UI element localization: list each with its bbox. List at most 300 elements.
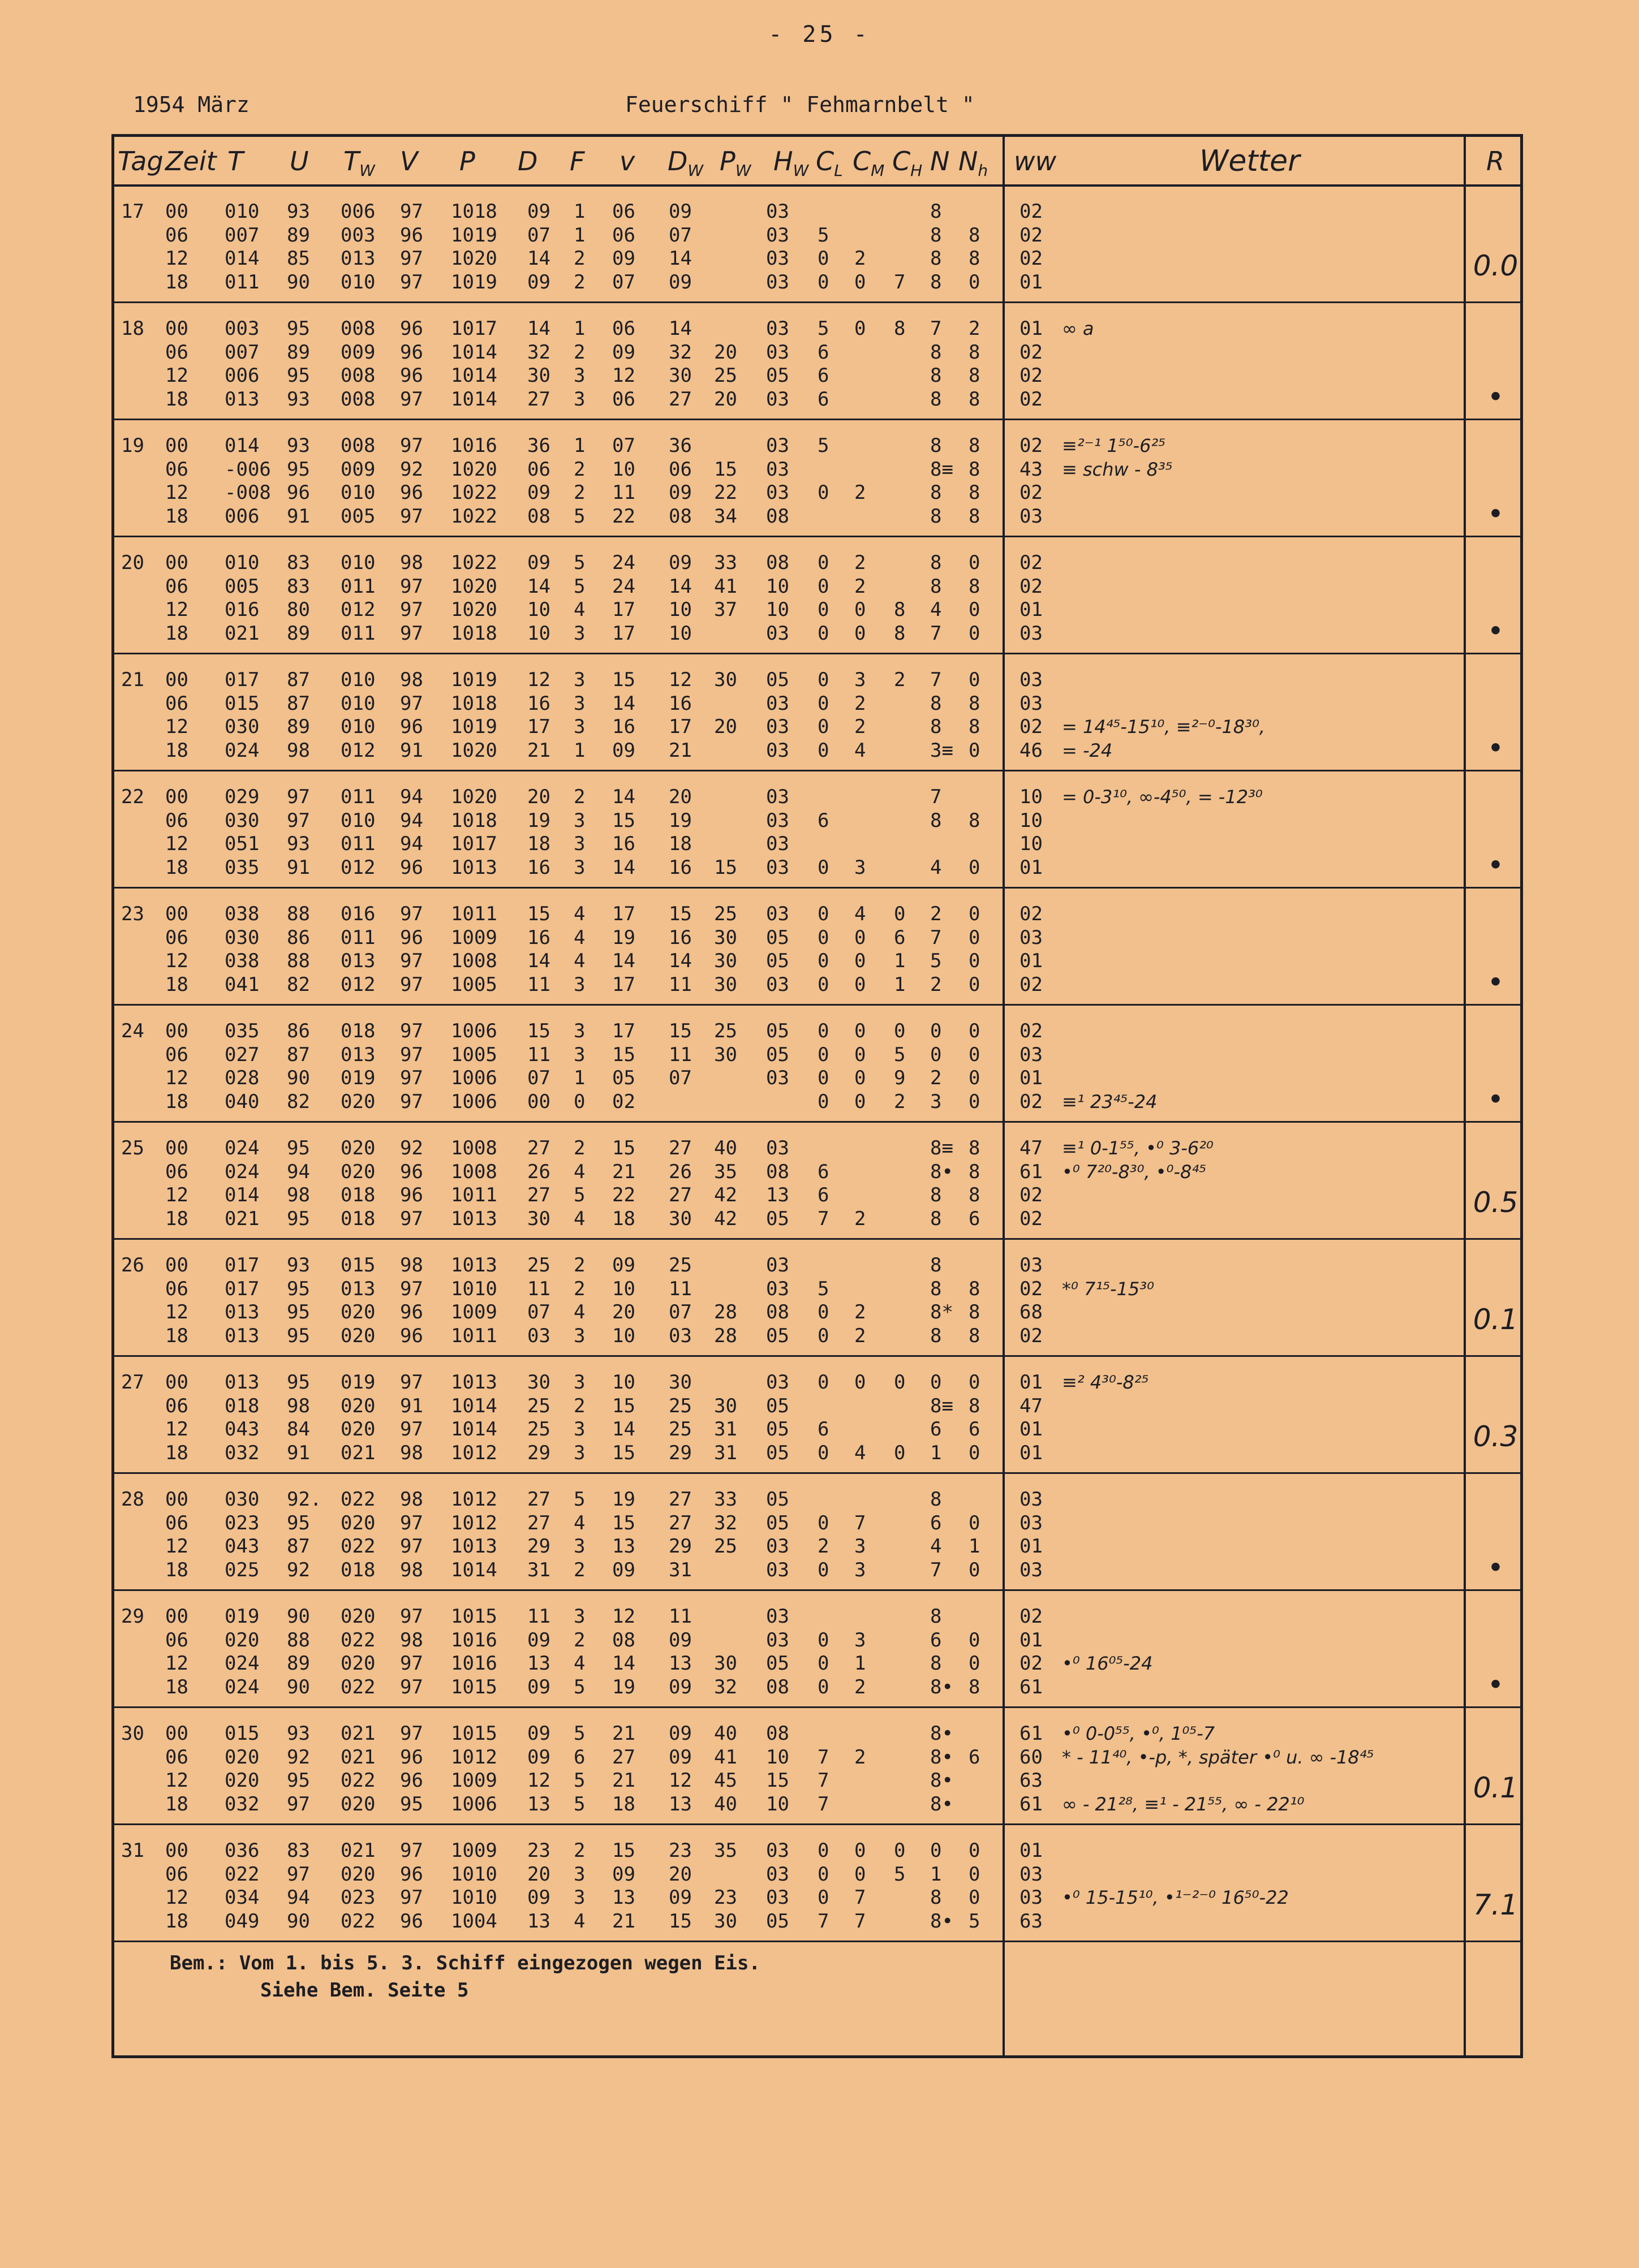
day-label: 22 bbox=[121, 786, 144, 808]
cell-n: 8 bbox=[930, 1207, 942, 1230]
cell-dw: 29 bbox=[669, 1441, 692, 1464]
cell-u: 90 bbox=[287, 1067, 310, 1089]
cell-f: 1 bbox=[574, 434, 586, 457]
cell-zeit: 18 bbox=[165, 1441, 188, 1464]
cell-v: 11 bbox=[612, 481, 635, 504]
cell-nh: 8 bbox=[969, 481, 980, 504]
cell-dw: 25 bbox=[669, 1418, 692, 1441]
cell-nh: 8 bbox=[969, 1277, 980, 1300]
cell-p: 1009 bbox=[451, 1301, 497, 1323]
cell-d: 30 bbox=[527, 364, 550, 387]
cell-v: 22 bbox=[612, 1184, 635, 1206]
cell-ww: 02 bbox=[1019, 715, 1043, 738]
cell-v: 16 bbox=[612, 833, 635, 855]
cell-ch: 0 bbox=[894, 1371, 906, 1394]
cell-v: 94 bbox=[400, 809, 423, 832]
cell-pw: 40 bbox=[714, 1722, 737, 1745]
cell-v: 10 bbox=[612, 1324, 635, 1347]
cell-ww: 01 bbox=[1019, 1535, 1043, 1558]
cell-v: 97 bbox=[400, 1277, 423, 1300]
cell-zeit: 06 bbox=[165, 575, 188, 598]
cell-nh: 0 bbox=[969, 1371, 980, 1394]
cell-nh: 8 bbox=[969, 575, 980, 598]
cell-hw: 03 bbox=[766, 1839, 789, 1862]
cell-p: 1019 bbox=[451, 270, 497, 294]
cell-hw: 03 bbox=[766, 856, 789, 879]
cell-cl: 2 bbox=[818, 1535, 829, 1558]
cell-v: 07 bbox=[612, 434, 635, 457]
remarks-separator bbox=[114, 1941, 1520, 1942]
cell-dw: 15 bbox=[669, 1020, 692, 1042]
cell-n: 8 bbox=[930, 270, 942, 294]
cell-u: 97 bbox=[287, 786, 310, 808]
cell-d: 09 bbox=[527, 200, 550, 223]
cell-pw: 42 bbox=[714, 1184, 737, 1206]
cell-p: 1018 bbox=[451, 692, 497, 715]
cell-pw: 35 bbox=[714, 1839, 737, 1862]
cell-u: 90 bbox=[287, 1675, 310, 1698]
cell-zeit: 06 bbox=[165, 692, 188, 715]
cell-cl: 5 bbox=[818, 317, 829, 340]
cell-t: 030 bbox=[225, 715, 260, 738]
weather-note: ∞ a bbox=[1062, 318, 1094, 339]
cell-f: 5 bbox=[574, 1488, 586, 1511]
cell-hw: 03 bbox=[766, 1371, 789, 1394]
cell-v: 96 bbox=[400, 1745, 423, 1769]
cell-pw: 30 bbox=[714, 973, 737, 996]
cell-dw: 27 bbox=[669, 1184, 692, 1206]
cell-u: 96 bbox=[287, 481, 310, 504]
cell-ch: 9 bbox=[894, 1067, 906, 1089]
cell-v: 09 bbox=[612, 340, 635, 364]
cell-zeit: 00 bbox=[165, 1020, 188, 1042]
cell-dw: 09 bbox=[669, 1886, 692, 1909]
cell-t: 035 bbox=[225, 856, 260, 879]
cell-hw: 03 bbox=[766, 1254, 789, 1277]
cell-cl: 0 bbox=[818, 1628, 829, 1652]
cell-hw: 05 bbox=[766, 1909, 789, 1933]
cell-n: 1 bbox=[930, 1441, 942, 1464]
cell-tw: 021 bbox=[341, 1441, 376, 1464]
cell-hw: 10 bbox=[766, 1792, 789, 1816]
cell-t: 017 bbox=[225, 1254, 260, 1277]
cell-cm: 0 bbox=[854, 926, 866, 949]
cell-cm: 2 bbox=[854, 481, 866, 504]
cell-f: 3 bbox=[574, 669, 586, 691]
cell-d: 21 bbox=[527, 739, 550, 762]
cell-p: 1006 bbox=[451, 1090, 497, 1113]
cell-tw: 022 bbox=[341, 1535, 376, 1558]
cell-t: 021 bbox=[225, 1207, 260, 1230]
cell-d: 30 bbox=[527, 1371, 550, 1394]
cell-v: 12 bbox=[612, 1605, 635, 1628]
cell-cm: 2 bbox=[854, 692, 866, 715]
cell-p: 1005 bbox=[451, 1043, 497, 1066]
cell-f: 6 bbox=[574, 1745, 586, 1769]
cell-zeit: 12 bbox=[165, 1301, 188, 1323]
weather-note: •⁰ 0-0⁵⁵, •⁰, 1⁰⁵-7 bbox=[1062, 1723, 1215, 1744]
cell-t: 024 bbox=[225, 1652, 260, 1675]
cell-cm: 2 bbox=[854, 1675, 866, 1698]
cell-pw: 45 bbox=[714, 1769, 737, 1792]
precipitation-value: • bbox=[1487, 1083, 1504, 1116]
cell-v: 98 bbox=[400, 1441, 423, 1464]
cell-cl: 0 bbox=[818, 1675, 829, 1698]
cell-ww: 61 bbox=[1019, 1792, 1043, 1816]
weather-note: *⁰ 7¹⁵-15³⁰ bbox=[1062, 1278, 1154, 1300]
cell-p: 1015 bbox=[451, 1675, 497, 1698]
cell-d: 10 bbox=[527, 598, 550, 621]
cell-u: 95 bbox=[287, 1769, 310, 1792]
cell-zeit: 00 bbox=[165, 1722, 188, 1745]
cell-n: 8 bbox=[930, 1184, 942, 1206]
cell-dw: 26 bbox=[669, 1160, 692, 1183]
cell-nh: 2 bbox=[969, 317, 980, 340]
cell-v: 22 bbox=[612, 505, 635, 528]
cell-u: 95 bbox=[287, 458, 310, 481]
cell-v: 98 bbox=[400, 1254, 423, 1277]
cell-hw: 05 bbox=[766, 1511, 789, 1534]
cell-dw: 15 bbox=[669, 903, 692, 925]
cell-n: 8 bbox=[930, 1488, 942, 1511]
precipitation-value: 0.5 bbox=[1473, 1186, 1518, 1219]
cell-hw: 03 bbox=[766, 1862, 789, 1886]
cell-pw: 37 bbox=[714, 598, 737, 621]
cell-v: 10 bbox=[612, 458, 635, 481]
cell-zeit: 06 bbox=[165, 223, 188, 247]
cell-f: 3 bbox=[574, 973, 586, 996]
cell-tw: 013 bbox=[341, 1277, 376, 1300]
cell-dw: 10 bbox=[669, 622, 692, 645]
cell-nh: 0 bbox=[969, 856, 980, 879]
cell-u: 85 bbox=[287, 247, 310, 270]
cell-pw: 31 bbox=[714, 1441, 737, 1464]
cell-n: 8• bbox=[930, 1792, 953, 1816]
cell-p: 1015 bbox=[451, 1605, 497, 1628]
cell-v: 97 bbox=[400, 1511, 423, 1534]
cell-n: 8 bbox=[930, 1254, 942, 1277]
cell-dw: 18 bbox=[669, 833, 692, 855]
cell-p: 1006 bbox=[451, 1020, 497, 1042]
cell-v: 17 bbox=[612, 1020, 635, 1042]
cell-v: 92 bbox=[400, 458, 423, 481]
cell-n: 8* bbox=[930, 1301, 953, 1323]
cell-cm: 0 bbox=[854, 1371, 866, 1394]
cell-v: 97 bbox=[400, 1371, 423, 1394]
column-header-zeit: Zeit bbox=[165, 146, 217, 176]
cell-d: 27 bbox=[527, 387, 550, 411]
cell-tw: 011 bbox=[341, 622, 376, 645]
cell-v: 15 bbox=[612, 669, 635, 691]
cell-u: 94 bbox=[287, 1886, 310, 1909]
cell-u: 94 bbox=[287, 1160, 310, 1183]
cell-v: 15 bbox=[612, 1137, 635, 1159]
cell-v: 96 bbox=[400, 1324, 423, 1347]
cell-tw: 018 bbox=[341, 1020, 376, 1042]
cell-u: 88 bbox=[287, 1628, 310, 1652]
cell-t: 049 bbox=[225, 1909, 260, 1933]
cell-ww: 03 bbox=[1019, 1862, 1043, 1886]
cell-cl: 0 bbox=[818, 1862, 829, 1886]
cell-dw: 14 bbox=[669, 317, 692, 340]
cell-p: 1013 bbox=[451, 1535, 497, 1558]
weather-note: •⁰ 15-15¹⁰, •¹⁻²⁻⁰ 16⁵⁰-22 bbox=[1062, 1887, 1289, 1908]
remark-line-1: Bem.: Vom 1. bis 5. 3. Schiff eingezogen wegen Eis. bbox=[170, 1952, 760, 1974]
cell-hw: 03 bbox=[766, 1628, 789, 1652]
cell-zeit: 18 bbox=[165, 1792, 188, 1816]
cell-hw: 03 bbox=[766, 340, 789, 364]
cell-d: 29 bbox=[527, 1535, 550, 1558]
cell-dw: 16 bbox=[669, 856, 692, 879]
cell-n: 2 bbox=[930, 973, 942, 996]
cell-p: 1008 bbox=[451, 1160, 497, 1183]
cell-d: 09 bbox=[527, 1886, 550, 1909]
day-separator bbox=[114, 1355, 1520, 1357]
cell-nh: 8 bbox=[969, 1137, 980, 1159]
cell-p: 1014 bbox=[451, 1558, 497, 1581]
cell-dw: 36 bbox=[669, 434, 692, 457]
cell-f: 3 bbox=[574, 715, 586, 738]
cell-v: 14 bbox=[612, 856, 635, 879]
cell-cl: 0 bbox=[818, 1441, 829, 1464]
cell-ww: 68 bbox=[1019, 1301, 1043, 1323]
column-divider bbox=[1003, 137, 1005, 2055]
cell-hw: 10 bbox=[766, 575, 789, 598]
cell-f: 3 bbox=[574, 1605, 586, 1628]
cell-cm: 3 bbox=[854, 1628, 866, 1652]
cell-u: 95 bbox=[287, 1137, 310, 1159]
cell-f: 2 bbox=[574, 1277, 586, 1300]
cell-ww: 02 bbox=[1019, 973, 1043, 996]
cell-p: 1013 bbox=[451, 1254, 497, 1277]
cell-pw: 25 bbox=[714, 903, 737, 925]
cell-d: 11 bbox=[527, 1043, 550, 1066]
cell-zeit: 18 bbox=[165, 739, 188, 762]
cell-v: 17 bbox=[612, 903, 635, 925]
day-separator bbox=[114, 1238, 1520, 1240]
cell-nh: 0 bbox=[969, 1090, 980, 1113]
cell-ww: 01 bbox=[1019, 856, 1043, 879]
cell-cm: 1 bbox=[854, 1652, 866, 1675]
cell-hw: 05 bbox=[766, 364, 789, 387]
cell-f: 5 bbox=[574, 575, 586, 598]
cell-dw: 25 bbox=[669, 1254, 692, 1277]
column-header-d: D bbox=[518, 146, 538, 176]
cell-f: 3 bbox=[574, 692, 586, 715]
cell-hw: 05 bbox=[766, 1652, 789, 1675]
cell-f: 3 bbox=[574, 622, 586, 645]
cell-d: 07 bbox=[527, 1301, 550, 1323]
cell-cl: 0 bbox=[818, 1652, 829, 1675]
cell-tw: 020 bbox=[341, 1394, 376, 1417]
precipitation-value: 0.1 bbox=[1473, 1771, 1518, 1804]
cell-d: 14 bbox=[527, 950, 550, 972]
cell-v: 27 bbox=[612, 1745, 635, 1769]
cell-u: 91 bbox=[287, 1441, 310, 1464]
cell-v: 98 bbox=[400, 1628, 423, 1652]
cell-cl: 0 bbox=[818, 270, 829, 294]
cell-tw: 013 bbox=[341, 950, 376, 972]
cell-n: 8 bbox=[930, 692, 942, 715]
cell-t: 007 bbox=[225, 223, 260, 247]
cell-v: 06 bbox=[612, 387, 635, 411]
cell-hw: 10 bbox=[766, 598, 789, 621]
column-header-v: V bbox=[400, 146, 418, 176]
day-label: 29 bbox=[121, 1605, 144, 1628]
cell-pw: 41 bbox=[714, 1745, 737, 1769]
cell-v: 92 bbox=[400, 1137, 423, 1159]
cell-p: 1017 bbox=[451, 833, 497, 855]
cell-hw: 03 bbox=[766, 247, 789, 270]
cell-ww: 02 bbox=[1019, 1090, 1043, 1113]
cell-tw: 010 bbox=[341, 809, 376, 832]
cell-cl: 7 bbox=[818, 1792, 829, 1816]
cell-v: 15 bbox=[612, 1441, 635, 1464]
cell-v: 17 bbox=[612, 973, 635, 996]
cell-hw: 05 bbox=[766, 926, 789, 949]
cell-v: 21 bbox=[612, 1160, 635, 1183]
cell-tw: 006 bbox=[341, 200, 376, 223]
column-header-pw: $P_W$ bbox=[720, 146, 751, 180]
cell-u: 92. bbox=[287, 1488, 322, 1511]
cell-cl: 0 bbox=[818, 1558, 829, 1581]
cell-p: 1016 bbox=[451, 1652, 497, 1675]
cell-hw: 10 bbox=[766, 1745, 789, 1769]
cell-pw: 33 bbox=[714, 1488, 737, 1511]
cell-v: 96 bbox=[400, 715, 423, 738]
cell-p: 1019 bbox=[451, 669, 497, 691]
cell-p: 1012 bbox=[451, 1488, 497, 1511]
day-label: 21 bbox=[121, 669, 144, 691]
cell-n: 8• bbox=[930, 1769, 953, 1792]
cell-dw: 10 bbox=[669, 598, 692, 621]
cell-dw: 25 bbox=[669, 1394, 692, 1417]
cell-u: 89 bbox=[287, 1652, 310, 1675]
cell-p: 1010 bbox=[451, 1277, 497, 1300]
cell-pw: 32 bbox=[714, 1511, 737, 1534]
cell-dw: 27 bbox=[669, 1488, 692, 1511]
weather-note: ≡¹ 23⁴⁵-24 bbox=[1062, 1090, 1158, 1113]
cell-dw: 09 bbox=[669, 551, 692, 574]
cell-p: 1012 bbox=[451, 1511, 497, 1534]
cell-tw: 012 bbox=[341, 598, 376, 621]
cell-pw: 25 bbox=[714, 1535, 737, 1558]
cell-tw: 008 bbox=[341, 317, 376, 340]
cell-ww: 02 bbox=[1019, 1184, 1043, 1206]
cell-ww: 02 bbox=[1019, 1324, 1043, 1347]
cell-hw: 05 bbox=[766, 669, 789, 691]
cell-v: 97 bbox=[400, 1418, 423, 1441]
cell-zeit: 18 bbox=[165, 1909, 188, 1933]
cell-tw: 013 bbox=[341, 247, 376, 270]
cell-v: 97 bbox=[400, 505, 423, 528]
cell-nh: 0 bbox=[969, 926, 980, 949]
cell-pw: 25 bbox=[714, 364, 737, 387]
cell-pw: 40 bbox=[714, 1137, 737, 1159]
cell-t: 015 bbox=[225, 692, 260, 715]
cell-dw: 15 bbox=[669, 1909, 692, 1933]
cell-nh: 0 bbox=[969, 1067, 980, 1089]
cell-ww: 02 bbox=[1019, 1605, 1043, 1628]
cell-cl: 0 bbox=[818, 551, 829, 574]
cell-d: 31 bbox=[527, 1558, 550, 1581]
cell-dw: 09 bbox=[669, 1675, 692, 1698]
cell-cl: 0 bbox=[818, 1511, 829, 1534]
cell-tw: 020 bbox=[341, 1605, 376, 1628]
cell-f: 3 bbox=[574, 364, 586, 387]
cell-tw: 015 bbox=[341, 1254, 376, 1277]
cell-cm: 0 bbox=[854, 973, 866, 996]
cell-ww: 10 bbox=[1019, 833, 1043, 855]
cell-t: 032 bbox=[225, 1441, 260, 1464]
cell-tw: 018 bbox=[341, 1184, 376, 1206]
cell-n: 4 bbox=[930, 856, 942, 879]
cell-ch: 2 bbox=[894, 669, 906, 691]
precipitation-value: • bbox=[1487, 381, 1504, 413]
cell-ww: 46 bbox=[1019, 739, 1043, 762]
cell-f: 3 bbox=[574, 1371, 586, 1394]
cell-u: 82 bbox=[287, 973, 310, 996]
cell-u: 93 bbox=[287, 434, 310, 457]
cell-v: 06 bbox=[612, 317, 635, 340]
cell-n: 7 bbox=[930, 786, 942, 808]
cell-zeit: 18 bbox=[165, 1558, 188, 1581]
cell-n: 8≡ bbox=[930, 1394, 953, 1417]
cell-pw: 35 bbox=[714, 1160, 737, 1183]
header-divider bbox=[114, 184, 1520, 187]
cell-dw: 30 bbox=[669, 1371, 692, 1394]
cell-f: 4 bbox=[574, 1652, 586, 1675]
cell-f: 2 bbox=[574, 270, 586, 294]
header-ship-name: Feuerschiff " Fehmarnbelt " bbox=[625, 92, 975, 117]
cell-u: 83 bbox=[287, 575, 310, 598]
cell-d: 16 bbox=[527, 856, 550, 879]
cell-zeit: 00 bbox=[165, 1839, 188, 1862]
cell-tw: 009 bbox=[341, 340, 376, 364]
cell-tw: 022 bbox=[341, 1769, 376, 1792]
cell-hw: 03 bbox=[766, 1886, 789, 1909]
column-header-ww: ww bbox=[1014, 146, 1057, 176]
cell-zeit: 06 bbox=[165, 1394, 188, 1417]
cell-tw: 020 bbox=[341, 1324, 376, 1347]
cell-v: 96 bbox=[400, 856, 423, 879]
cell-tw: 018 bbox=[341, 1558, 376, 1581]
cell-u: 90 bbox=[287, 270, 310, 294]
cell-tw: 020 bbox=[341, 1137, 376, 1159]
cell-u: 86 bbox=[287, 1020, 310, 1042]
cell-tw: 020 bbox=[341, 1792, 376, 1816]
cell-v: 13 bbox=[612, 1535, 635, 1558]
cell-ww: 03 bbox=[1019, 622, 1043, 645]
cell-p: 1013 bbox=[451, 856, 497, 879]
cell-v: 94 bbox=[400, 786, 423, 808]
cell-d: 20 bbox=[527, 786, 550, 808]
cell-t: 032 bbox=[225, 1792, 260, 1816]
cell-f: 3 bbox=[574, 1020, 586, 1042]
cell-nh: 8 bbox=[969, 434, 980, 457]
cell-nh: 0 bbox=[969, 1862, 980, 1886]
day-separator bbox=[114, 419, 1520, 420]
cell-hw: 05 bbox=[766, 1324, 789, 1347]
cell-t: 014 bbox=[225, 247, 260, 270]
cell-tw: 005 bbox=[341, 505, 376, 528]
cell-dw: 27 bbox=[669, 1137, 692, 1159]
cell-dw: 16 bbox=[669, 692, 692, 715]
cell-cl: 6 bbox=[818, 1418, 829, 1441]
cell-ww: 02 bbox=[1019, 247, 1043, 270]
cell-f: 1 bbox=[574, 317, 586, 340]
cell-hw: 03 bbox=[766, 739, 789, 762]
